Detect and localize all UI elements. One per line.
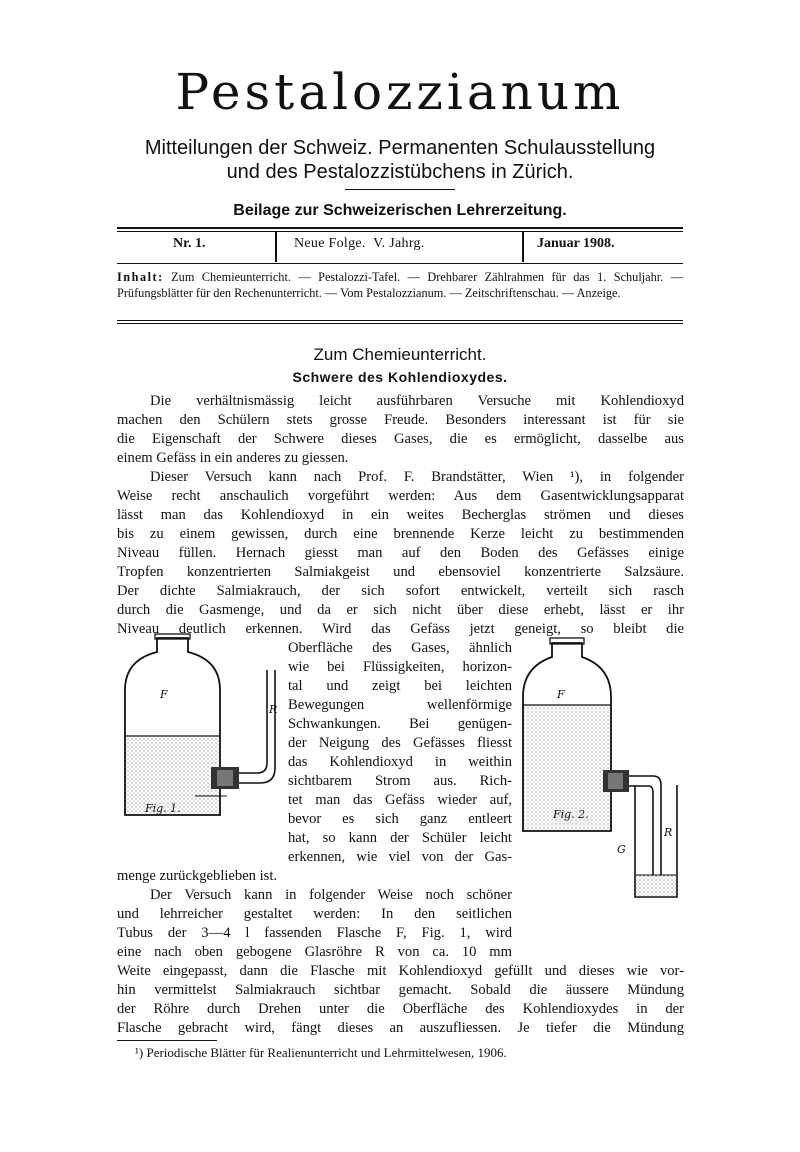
figure-2 xyxy=(515,635,690,907)
fig2-label-G: G xyxy=(617,843,626,856)
fig2-label-R: R xyxy=(664,826,673,839)
body-line: menge zurückgeblieben ist. xyxy=(117,868,278,884)
body-line: bis zu einem gewissen, durch eine brennende Kerze leicht zu bestimmenden xyxy=(117,526,684,542)
body-line: Dieser Versuch kann nach Prof. F. Brandstätter, Wien ¹), in folgender xyxy=(150,469,684,485)
masthead-title: Pestalozzianum xyxy=(175,63,625,121)
beilage-line: Beilage zur Schweizerischen Lehrerzeitung. xyxy=(233,202,567,219)
body-line: Weite eingepasst, dann die Flasche mit Kohlendioxyd gefüllt und dieses wie vor- xyxy=(117,963,684,979)
body-line: erkennen, wie viel von der Gas- xyxy=(288,849,512,865)
fig2-caption: Fig. 2. xyxy=(553,808,589,821)
body-line: hin vermittelst Salmiakrauch sichtbar gemacht. Sobald die äussere Mündung xyxy=(117,982,684,998)
body-line: wie bei Flüssigkeiten, horizon- xyxy=(288,659,512,675)
body-line: Schwankungen. Bei genügen- xyxy=(288,716,512,732)
contents-text: Zum Chemieunterricht. — Pestalozzi-Tafel. — Drehbarer Zählrahmen für das 1. Schuljahr. — Prüfungsblätter für den Rechenunterricht. — Vom Pestalozzianum. — Zeitschriftenschau. — Anzeige. xyxy=(117,270,683,300)
body-line: Oberfläche des Gases, ähnlich xyxy=(288,640,512,656)
body-line: Die verhältnismässig leicht ausführbaren Versuche mit Kohlendioxyd xyxy=(150,393,684,409)
body-line: einem Gefäss in ein anderes zu giessen. xyxy=(117,450,349,466)
masthead-subtitle-2: und des Pestalozzistübchens in Zürich. xyxy=(226,161,574,183)
fig1-caption: Fig. 1. xyxy=(145,802,181,815)
body-line: der Neigung des Gefässes fliesst xyxy=(288,735,512,751)
body-line: sichtbarem Strom aus. Rich- xyxy=(288,773,512,789)
fig2-label-F: F xyxy=(557,688,565,701)
issue-date: Januar 1908. xyxy=(537,236,615,251)
issue-number: Nr. 1. xyxy=(173,236,206,251)
body-line: Der Versuch kann in folgender Weise noch schöner xyxy=(150,887,512,903)
body-line: machen den Schülern stets grosse Freude. Besonders interessant ist für sie xyxy=(117,412,684,428)
body-line: tal und zeigt bei leichten xyxy=(288,678,512,694)
body-line: die Eigenschaft der Schwere dieses Gases, die es ermöglicht, dasselbe aus xyxy=(117,431,684,447)
body-line: Niveau füllen. Hernach giesst man auf den Boden des Gefässes einige xyxy=(117,545,684,561)
contents-label: Inhalt: xyxy=(117,270,164,284)
body-line: durch die Gasmenge, und da er sich nicht über diese erhebt, lässt er ihr xyxy=(117,602,684,618)
body-line: das Kohlendioxyd in weithin xyxy=(288,754,512,770)
masthead-subtitle-1: Mitteilungen der Schweiz. Permanenten Schulausstellung xyxy=(144,137,656,159)
fig1-label-F: F xyxy=(160,688,168,701)
figure-1 xyxy=(115,630,285,835)
body-line: Bewegungen wellenförmige xyxy=(288,697,512,713)
body-line: Niveau deutlich erkennen. Wird das Gefäss jetzt geneigt, so bleibt die xyxy=(117,621,684,637)
body-line: eine nach oben gebogene Glasröhre R von ca. 10 mm xyxy=(117,944,512,960)
article-title: Zum Chemieunterricht. xyxy=(313,345,487,364)
body-line: Der dichte Salmiakrauch, der sich sofort entwickelt, verteilt sich rasch xyxy=(117,583,684,599)
body-line: hat, so kann der Schüler leicht xyxy=(288,830,512,846)
footnote: ¹) Periodische Blätter für Realienunterricht und Lehrmittelwesen, 1906. xyxy=(135,1045,507,1060)
issue-series: Neue Folge. V. Jahrg. xyxy=(294,236,425,251)
body-line: Flasche gebracht wird, fängt dieses an auszufliessen. Je tiefer die Mündung xyxy=(117,1020,684,1036)
body-line: der Röhre durch Drehen unter die Oberfläche des Kohlendioxydes in der xyxy=(117,1001,684,1017)
fig1-label-R: R xyxy=(269,703,278,716)
body-line: Weise recht anschaulich vorgeführt werden: Aus dem Gasentwicklungsapparat xyxy=(117,488,684,504)
body-line: Tubus der 3—4 l fassenden Flasche F, Fig. 1, wird xyxy=(117,925,512,941)
body-line: und lehrreicher gestaltet werden: In den seitlichen xyxy=(117,906,512,922)
body-line: lässt man das Kohlendioxyd in ein weites Becherglas strömen und dieses xyxy=(117,507,684,523)
body-line: tet man das Gefäss wieder auf, xyxy=(288,792,512,808)
article-subtitle: Schwere des Kohlendioxydes. xyxy=(292,369,508,385)
body-line: bevor es sich ganz entleert xyxy=(288,811,512,827)
footnote-rule xyxy=(117,1040,217,1041)
body-line: Tropfen konzentrierten Salmiakgeist und ebensoviel konzentrierte Salzsäure. xyxy=(117,564,684,580)
